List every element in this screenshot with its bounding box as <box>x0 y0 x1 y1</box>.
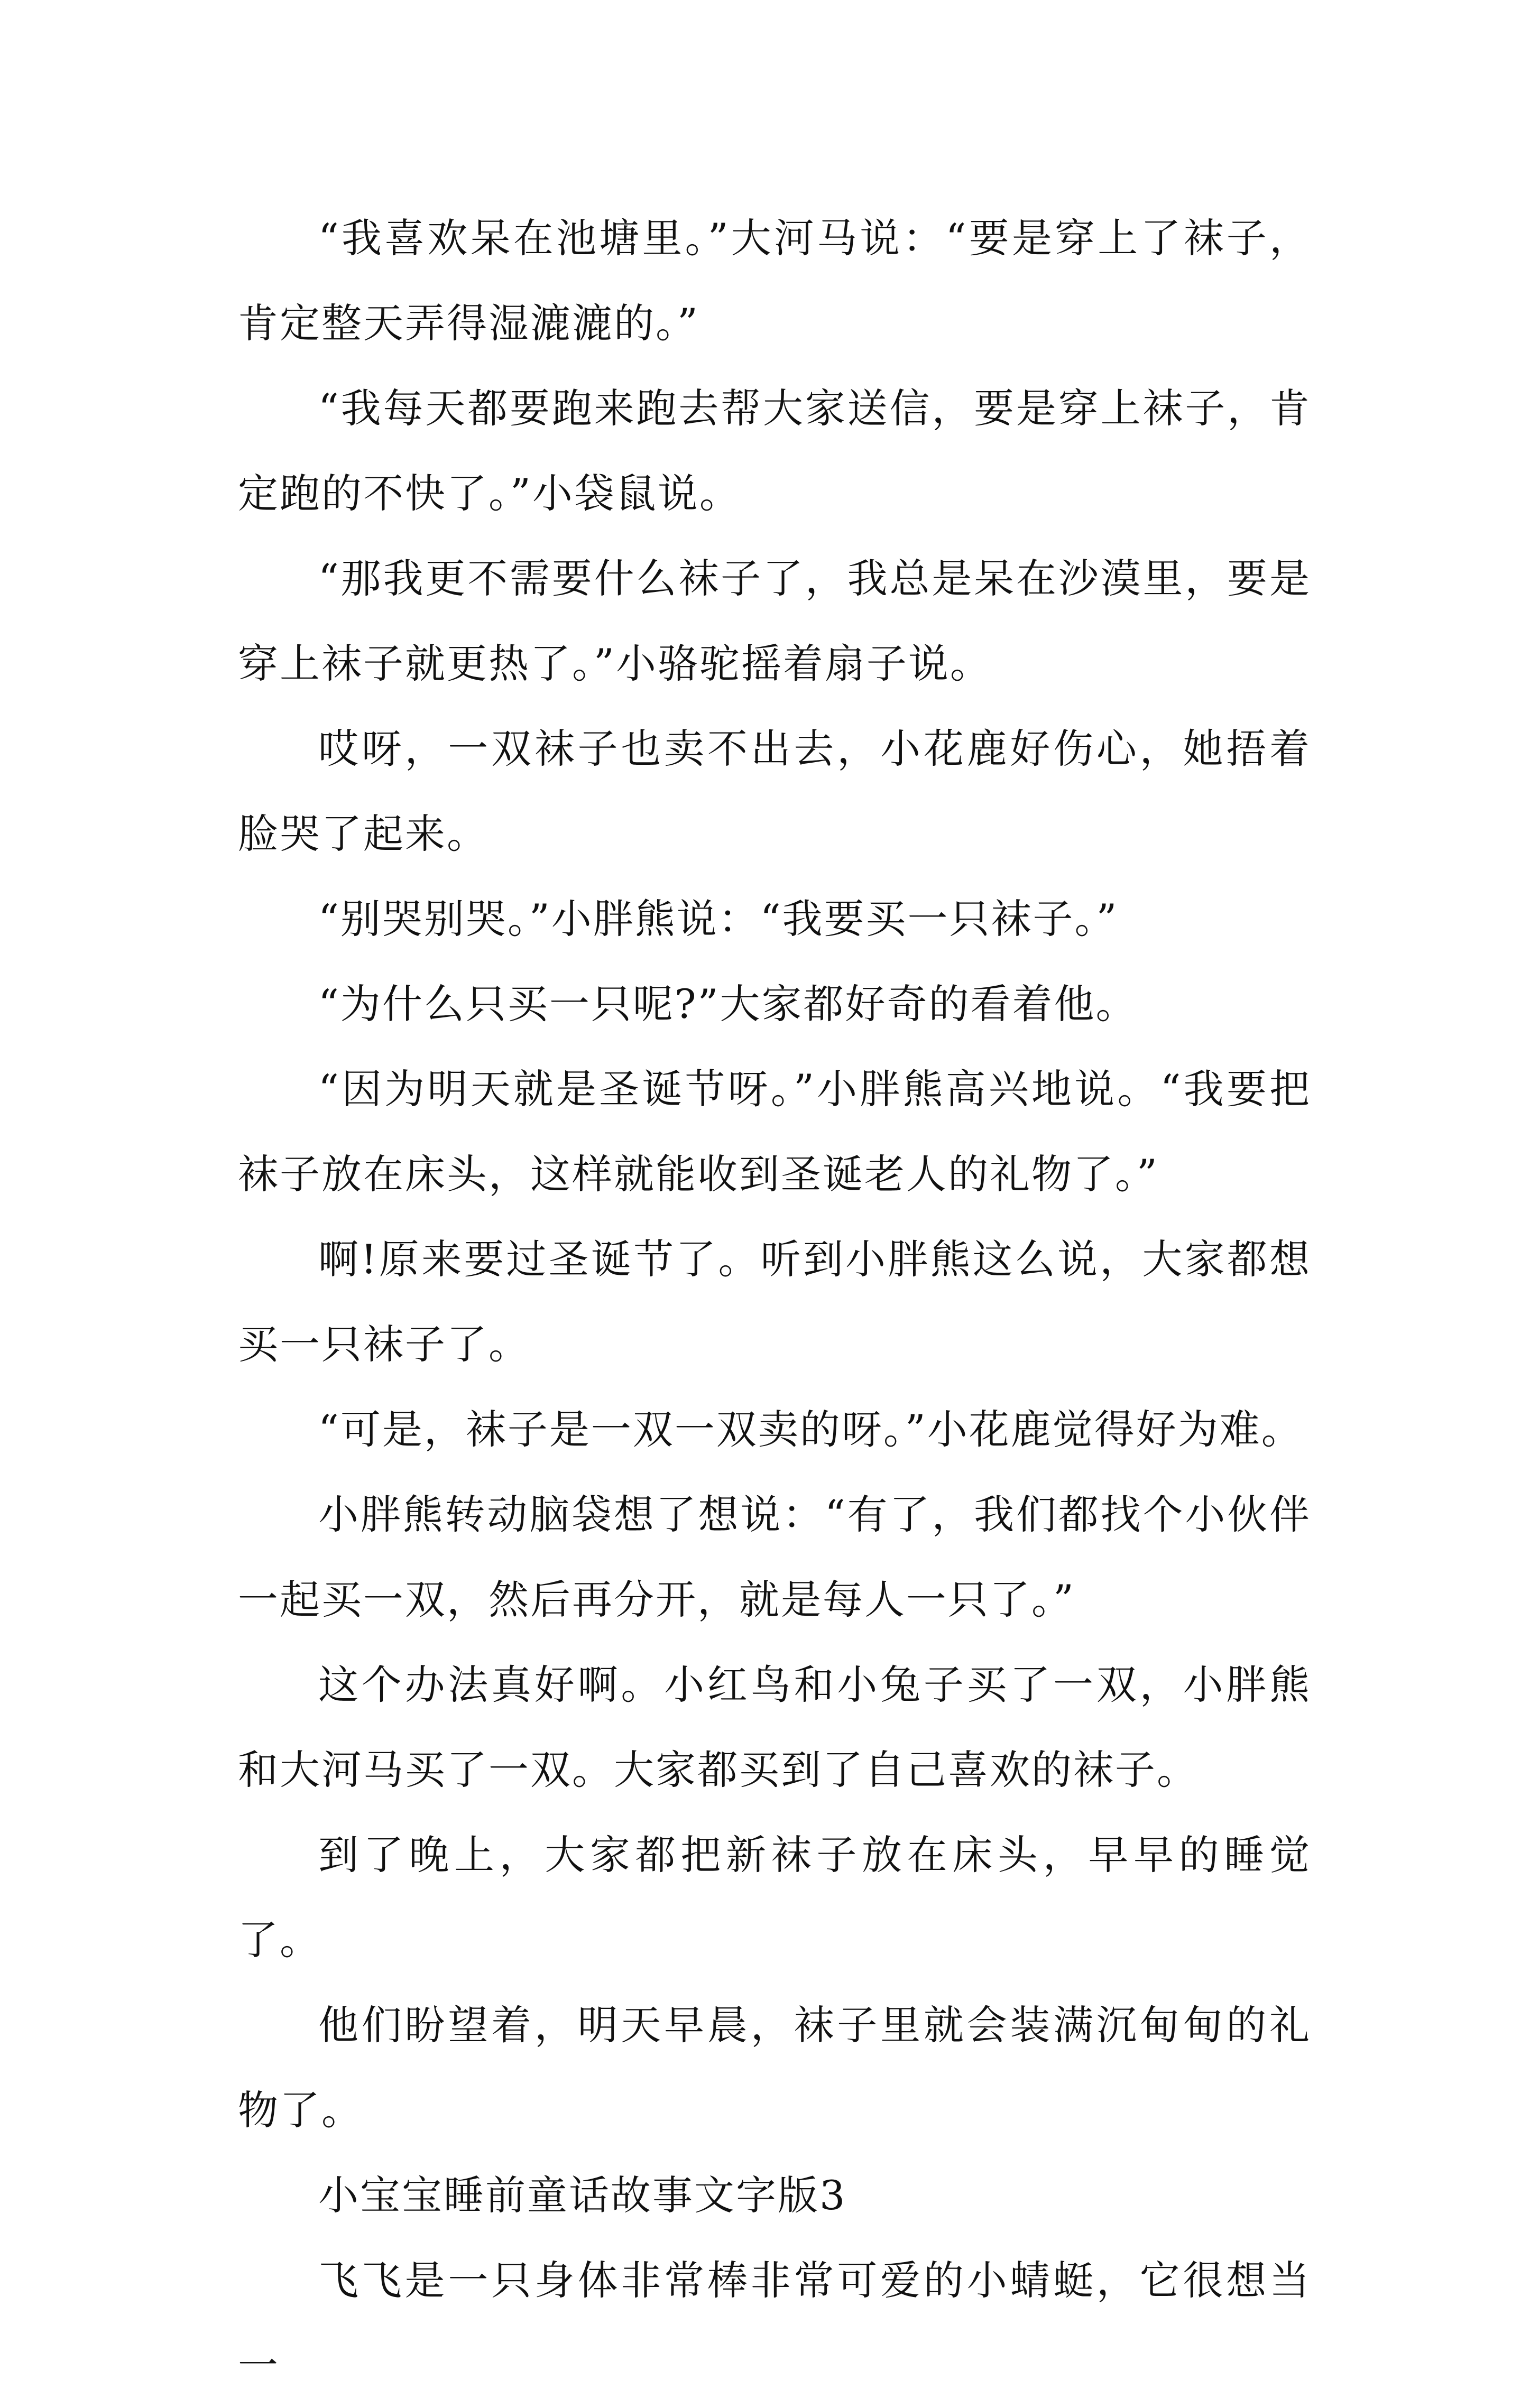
paragraph-13: 他们盼望着，明天早晨，袜子里就会装满沉甸甸的礼物了。 <box>238 2002 1311 2134</box>
paragraph-15: 飞飞是一只身体非常棒非常可爱的小蜻蜓，它很想当一 <box>238 2257 1311 2389</box>
document-body <box>238 196 1311 2408</box>
paragraph-12: 到了晚上，大家都把新袜子放在床头，早早的睡觉了。 <box>238 1831 1311 1964</box>
paragraph-5: “别哭别哭。”小胖熊说：“我要买一只袜子。” <box>318 895 1119 942</box>
paragraph-10: 小胖熊转动脑袋想了想说：“有了，我们都找个小伙伴一起买一双，然后再分开，就是每人一只了。” <box>238 1491 1311 1623</box>
section-heading: 小宝宝睡前童话故事文字版3 <box>318 2172 847 2219</box>
paragraph-3: “那我更不需要什么袜子了，我总是呆在沙漠里，要是穿上袜子就更热了。”小骆驼摇着扇子说。 <box>238 555 1311 687</box>
paragraph-1: “我喜欢呆在池塘里。”大河马说：“要是穿上了袜子，肯定整天弄得湿漉漉的。” <box>238 215 1311 347</box>
paragraph-6: “为什么只买一只呢?”大家都好奇的看着他。 <box>318 980 1138 1027</box>
paragraph-9: “可是，袜子是一双一双卖的呀。”小花鹿觉得好为难。 <box>318 1406 1303 1453</box>
paragraph-7: “因为明天就是圣诞节呀。”小胖熊高兴地说。“我要把袜子放在床头，这样就能收到圣诞老人的礼物了。” <box>238 1066 1311 1198</box>
paragraph-4: 哎呀，一双袜子也卖不出去，小花鹿好伤心，她捂着脸哭了起来。 <box>238 725 1311 857</box>
paragraph-2: “我每天都要跑来跑去帮大家送信，要是穿上袜子，肯定跑的不快了。”小袋鼠说。 <box>238 385 1311 517</box>
paragraph-11: 这个办法真好啊。小红鸟和小兔子买了一双，小胖熊和大河马买了一双。大家都买到了自己喜欢的袜子。 <box>238 1661 1311 1793</box>
paragraph-8: 啊!原来要过圣诞节了。听到小胖熊这么说，大家都想买一只袜子了。 <box>238 1236 1311 1368</box>
